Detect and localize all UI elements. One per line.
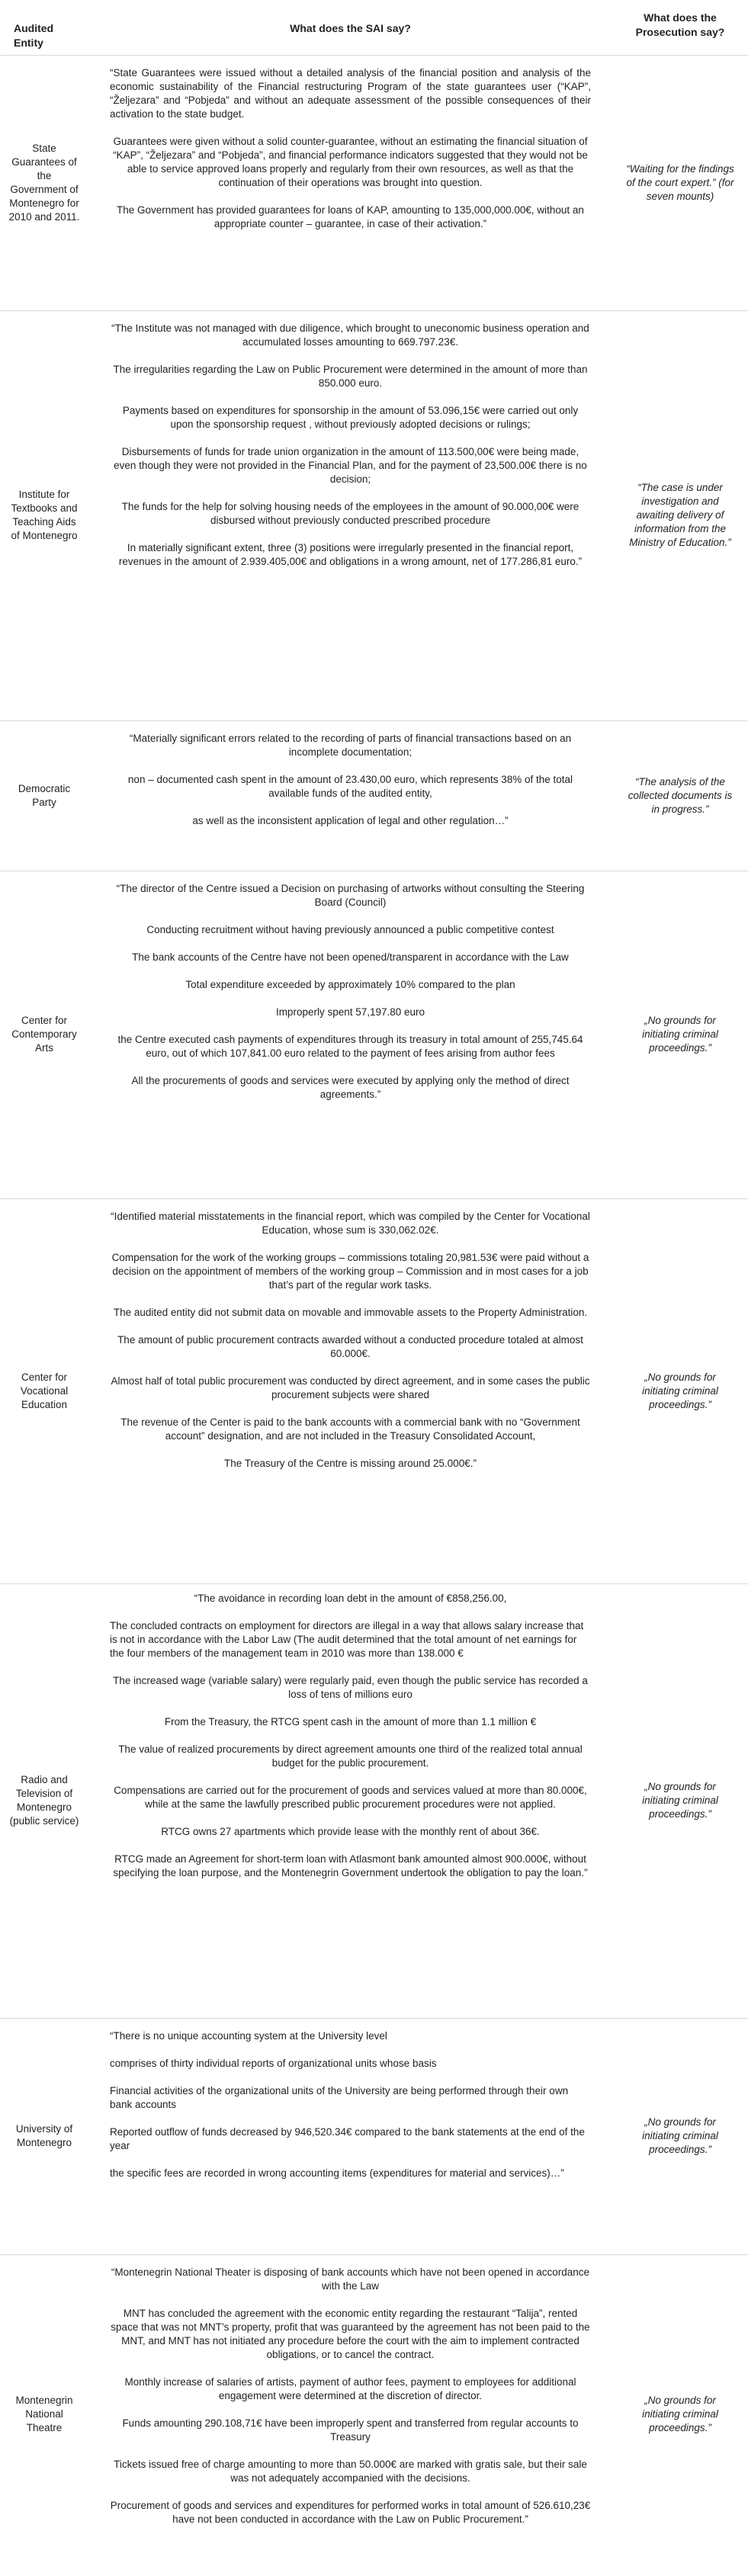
- header-row: [0, 0, 748, 55]
- table-row: [0, 1198, 748, 1583]
- sai-paragraph: Tickets issued free of charge amounting to more than 50.000€ are marked with gratis sale, but their sale was not adequately accompanied with the decisions.: [114, 2458, 587, 2484]
- sai-paragraph: The funds for the help for solving housing needs of the employees in the amount of 90.000,00€ were disbursed without previously conducted prescribed procedure: [121, 500, 579, 526]
- prosecution-cell: “The analysis of the collected documents is in progress.”: [612, 720, 748, 871]
- entity-cell: University of Montenegro: [0, 2018, 88, 2254]
- sai-paragraph: The audited entity did not submit data on movable and immovable assets to the Property Administration.: [113, 1306, 588, 1318]
- sai-paragraph: Almost half of total public procurement was conducted by direct agreement, and in some cases the public procurement subjects were shared: [111, 1375, 590, 1400]
- sai-paragraph: non – documented cash spent in the amount of 23.430,00 euro, which represents 38% of the total available funds of the audited entity,: [127, 773, 573, 799]
- prosecution-cell: “The case is under investigation and awaiting delivery of information from the Ministry of Education.”: [612, 310, 748, 720]
- header-prosecution-says: What does the Prosecution say?: [635, 11, 725, 38]
- sai-paragraph: The Treasury of the Centre is missing around 25.000€.”: [224, 1457, 477, 1469]
- sai-paragraph: “Montenegrin National Theater is disposing of bank accounts which have not been opened in accordance with the Law: [111, 2266, 590, 2292]
- sai-paragraph: Disbursements of funds for trade union organization in the amount of 113.500,00€ were being made, even though they were not provided in the Financial Plan, and for the payment of 23,500.00€ there is no decision;: [114, 445, 587, 485]
- entity-cell: Center for Contemporary Arts: [0, 871, 88, 1198]
- entity-cell: State Guarantees of the Government of Montenegro for 2010 and 2011.: [0, 55, 88, 310]
- header-sai-says: What does the SAI say?: [290, 22, 411, 34]
- sai-paragraph: The increased wage (variable salary) were regularly paid, even though the public service has recorded a loss of tens of millions euro: [113, 1674, 588, 1700]
- sai-paragraph: Compensation for the work of the working groups – commissions totaling 20,981.53€ were paid without a decision on the appointment of members of the working group – Commission and in most cases for a job that’s part of the regular work tasks.: [111, 1251, 589, 1291]
- sai-paragraph: the Centre executed cash payments of expenditures through its treasury in total amount of 255,745.64 euro, out of which 107,841.00 euro related to the payment of fees arising from author fees: [117, 1033, 583, 1059]
- prosecution-cell: “Waiting for the findings of the court expert.” (for seven mounts): [612, 55, 748, 310]
- sai-paragraph: Total expenditure exceeded by approximately 10% compared to the plan: [185, 978, 515, 990]
- sai-paragraph: MNT has concluded the agreement with the economic entity regarding the restaurant “Talija”, rented space that was not MNT’s property, profit that was guaranteed by the agreement has not been paid to the MNT, and MNT has not initiated any procedure before the court with the aim to implement contracted obligations, or to cancel the contract.: [111, 2307, 590, 2360]
- table-row: [0, 310, 748, 720]
- sai-paragraph: “Identified material misstatements in the financial report, which was compiled by the Center for Vocational Education, whose sum is 330,062.02€.: [111, 1210, 590, 1236]
- entity-cell: Democratic Party: [0, 720, 88, 871]
- sai-paragraph: The Government has provided guarantees for loans of KAP, amounting to 135,000,000.00€, without an appropriate counter – guarantee, in case of their activation.”: [117, 204, 584, 229]
- prosecution-cell: „No grounds for initiating criminal proceedings.”: [612, 871, 748, 1198]
- table-row: [0, 1583, 748, 2018]
- sai-paragraph: Funds amounting 290.108,71€ have been improperly spent and transferred from regular accounts to Treasury: [122, 2417, 579, 2443]
- sai-paragraph: the specific fees are recorded in wrong accounting items (expenditures for material and services)…”: [110, 2167, 564, 2179]
- prosecution-cell: „No grounds for initiating criminal proceedings.”: [612, 1198, 748, 1583]
- sai-paragraph: “There is no unique accounting system at the University level: [110, 2029, 387, 2042]
- sai-paragraph: Improperly spent 57,197.80 euro: [275, 1006, 425, 1018]
- sai-cell: [88, 1583, 612, 2018]
- sai-paragraph: Compensations are carried out for the procurement of goods and services valued at more than 80.000€, while at the same the lawfully prescribed public procurement procedures were not applied.: [114, 1784, 587, 1810]
- header-audited-entity: Audited Entity: [14, 22, 54, 49]
- entity-cell: Montenegrin National Theatre: [0, 2254, 88, 2574]
- prosecution-cell: „No grounds for initiating criminal proceedings.”: [612, 2018, 748, 2254]
- sai-paragraph: Procurement of goods and services and expenditures for performed works in total amount of 526.610,23€ have not been conducted in accordance with the Law on Public Procurement.”: [110, 2499, 591, 2525]
- table-row: [0, 55, 748, 310]
- entity-cell: Institute for Textbooks and Teaching Aids of Montenegro: [0, 310, 88, 720]
- sai-paragraph: The value of realized procurements by direct agreement amounts one third of the realized total annual budget for the public procurement.: [118, 1743, 583, 1769]
- sai-cell: [88, 720, 612, 871]
- sai-paragraph: Reported outflow of funds decreased by 946,520.34€ compared to the bank statements at the end of the year: [110, 2125, 585, 2151]
- sai-paragraph: All the procurements of goods and services were executed by applying only the method of direct agreements.”: [131, 1074, 570, 1100]
- sai-paragraph: “The director of the Centre issued a Decision on purchasing of artworks without consulting the Steering Board (Council): [116, 882, 585, 908]
- prosecution-cell: „No grounds for initiating criminal proceedings.”: [612, 1583, 748, 2018]
- sai-paragraph: Monthly increase of salaries of artists, payment of author fees, payment to employees for additional engagement were determined at the discretion of director.: [124, 2376, 576, 2401]
- sai-paragraph: The irregularities regarding the Law on Public Procurement were determined in the amount of more than 850.000 euro.: [113, 363, 588, 389]
- sai-cell: [88, 1198, 612, 1583]
- sai-paragraph: Guarantees were given without a solid counter-guarantee, without an estimating the financial situation of “KAP”, “Željezara” and “Pobjeda”, and financial performance indicators suggested that they would not be able to service approved loans properly and regularly from their own resources, as well as that the continuation of their operations was brought into question.: [113, 135, 588, 188]
- sai-paragraph: “Materially significant errors related to the recording of parts of financial transactions based on an incomplete documentation;: [129, 732, 572, 758]
- entity-cell: Radio and Television of Montenegro (public service): [0, 1583, 88, 2018]
- sai-cell: [88, 2254, 612, 2574]
- prosecution-cell: „No grounds for initiating criminal proceedings.”: [612, 2254, 748, 2574]
- sai-paragraph: RTCG owns 27 apartments which provide lease with the monthly rent of about 36€.: [161, 1825, 540, 1837]
- sai-paragraph: as well as the inconsistent application of legal and other regulation…”: [192, 814, 509, 826]
- table-row: [0, 871, 748, 1198]
- sai-paragraph: Payments based on expenditures for sponsorship in the amount of 53.096,15€ were carried out only upon the sponsorship request , without previously adopted decisions or rulings;: [122, 404, 579, 430]
- sai-paragraph: Financial activities of the organizational units of the University are being performed through their own bank accounts: [110, 2084, 569, 2110]
- sai-paragraph: The amount of public procurement contracts awarded without a conducted procedure totaled at almost 60.000€.: [117, 1333, 583, 1359]
- sai-paragraph: The bank accounts of the Centre have not been opened/transparent in accordance with the Law: [132, 951, 569, 963]
- sai-cell: [88, 55, 612, 310]
- sai-cell: [88, 310, 612, 720]
- table-row: [0, 2254, 748, 2574]
- sai-paragraph: “State Guarantees were issued without a detailed analysis of the financial position and analysis of the economic sustainability of the Financial restructuring Program of the state guarantees user (“KAP”, “Željezara” and “Pobjeda” and without an adequate assessment of the possible consequences of their activation to the state budget.: [110, 66, 591, 120]
- sai-paragraph: The concluded contracts on employment for directors are illegal in a way that allows salary increase that is not in accordance with the Labor Law (The audit determined that the total amount of net earnings for the four members of the management team in 2010 was more than 138.000 €: [110, 1619, 584, 1659]
- sai-paragraph: Conducting recruitment without having previously announced a public competitive contest: [146, 923, 554, 935]
- sai-paragraph: “The Institute was not managed with due diligence, which brought to uneconomic business operation and accumulated losses amounting to 669.797.23€.: [111, 322, 589, 348]
- sai-paragraph: From the Treasury, the RTCG spent cash in the amount of more than 1.1 million €: [164, 1715, 537, 1727]
- sai-cell: [88, 871, 612, 1198]
- entity-cell: Center for Vocational Education: [0, 1198, 88, 1583]
- sai-paragraph: “The avoidance in recording loan debt in the amount of €858,256.00,: [194, 1592, 507, 1604]
- sai-paragraph: RTCG made an Agreement for short-term loan with Atlasmont bank amounted almost 900.000€, without specifying the loan purpose, and the Montenegrin Government undertook the obligation to pay the loan.”: [113, 1853, 588, 1878]
- sai-paragraph: comprises of thirty individual reports of organizational units whose basis: [110, 2057, 437, 2069]
- sai-cell: [88, 2018, 612, 2254]
- sai-paragraph: The revenue of the Center is paid to the bank accounts with a commercial bank with no “Government account” designation, and are not included in the Treasury Consolidated Account,: [120, 1416, 580, 1442]
- table-row: [0, 2018, 748, 2254]
- sai-paragraph: In materially significant extent, three (3) positions were irregularly presented in the financial report, revenues in the amount of 2.939.405,00€ and obligations in a wrong amount, net of 177.286,81 euro.”: [118, 541, 583, 567]
- table-row: [0, 720, 748, 871]
